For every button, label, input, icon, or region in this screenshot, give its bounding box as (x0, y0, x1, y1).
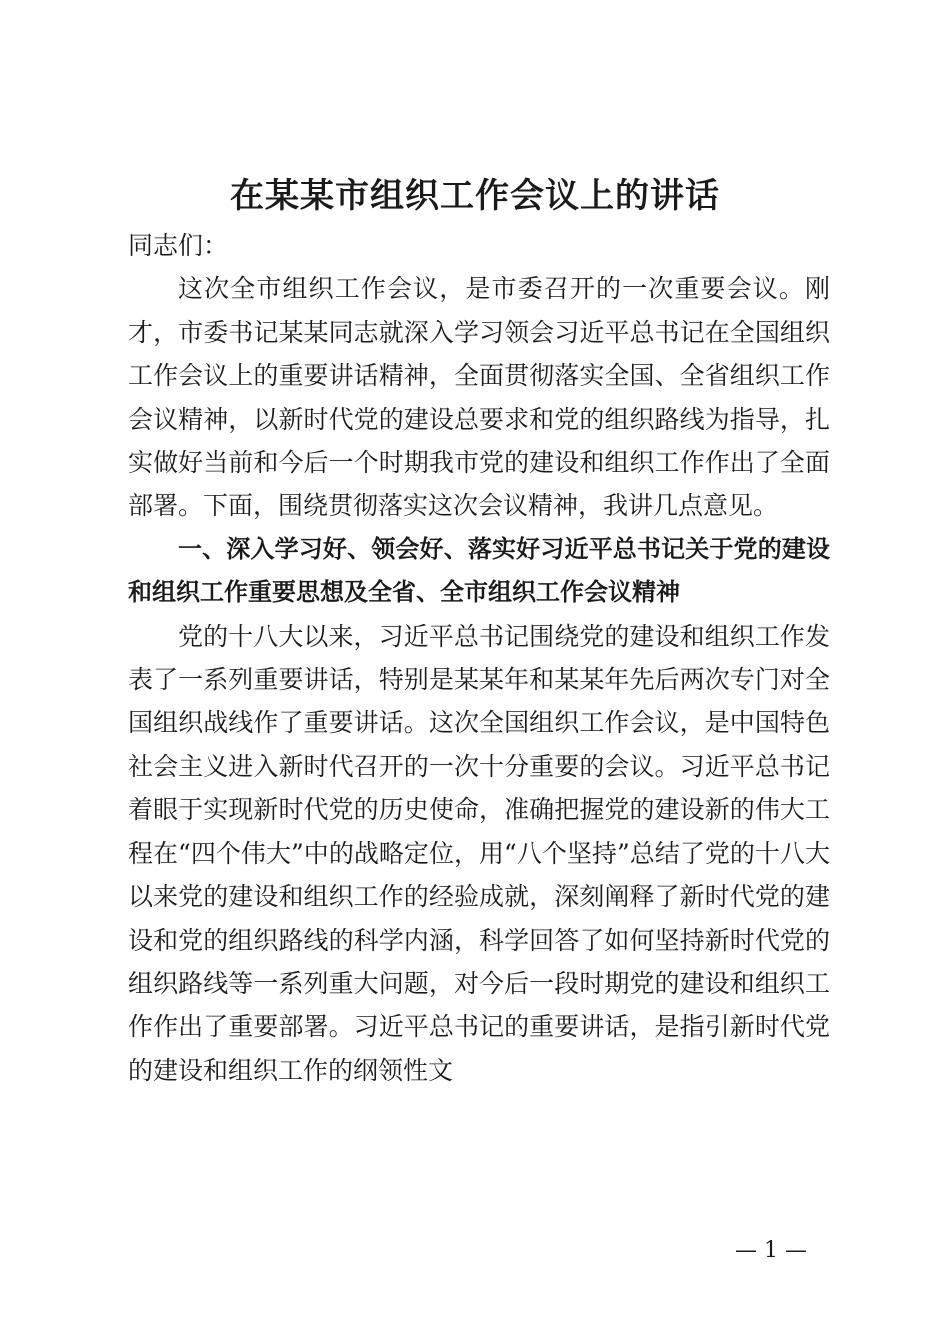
paragraph-section-1: 党的十八大以来，习近平总书记围绕党的建设和组织工作发表了一系列重要讲话，特别是某某年和某某年先后两次专门对全国组织战线作了重要讲话。这次全国组织工作会议，是中国特色社会主义进入新时代召开的一次十分重要的会议。习近平总书记着眼于实现新时代党的历史使命，准确把握党的建设新的伟大工程在“四个伟大”中的战略定位，用“八个坚持”总结了党的十八大以来党的建设和组织工作的经验成就，深刻阐释了新时代党的建设和党的组织路线的科学内涵，科学回答了如何坚持新时代党的组织路线等一系列重大问题，对今后一段时期党的建设和组织工作作出了重要部署。习近平总书记的重要讲话，是指引新时代党的建设和组织工作的纲领性文 (128, 621, 830, 1085)
page-number: — 1 — (735, 1238, 807, 1263)
salutation: 同志们： (128, 231, 229, 260)
section-heading-1: 一、深入学习好、领会好、落实好习近平总书记关于党的建设和组织工作重要思想及全省、全市组织工作会议精神 (128, 534, 830, 607)
document-body (128, 224, 830, 1092)
paragraph-intro: 这次全市组织工作会议，是市委召开的一次重要会议。刚才，市委书记某某同志就深入学习领会习近平总书记在全国组织工作会议上的重要讲话精神，全面贯彻落实全国、全省组织工作会议精神，以新时代党的建设总要求和党的组织路线为指导，扎实做好当前和今后一个时期我市党的建设和组织工作作出了全面部署。下面，围绕贯彻落实这次会议精神，我讲几点意见。 (128, 274, 830, 521)
document-title: 在某某市组织工作会议上的讲话 (230, 176, 720, 216)
